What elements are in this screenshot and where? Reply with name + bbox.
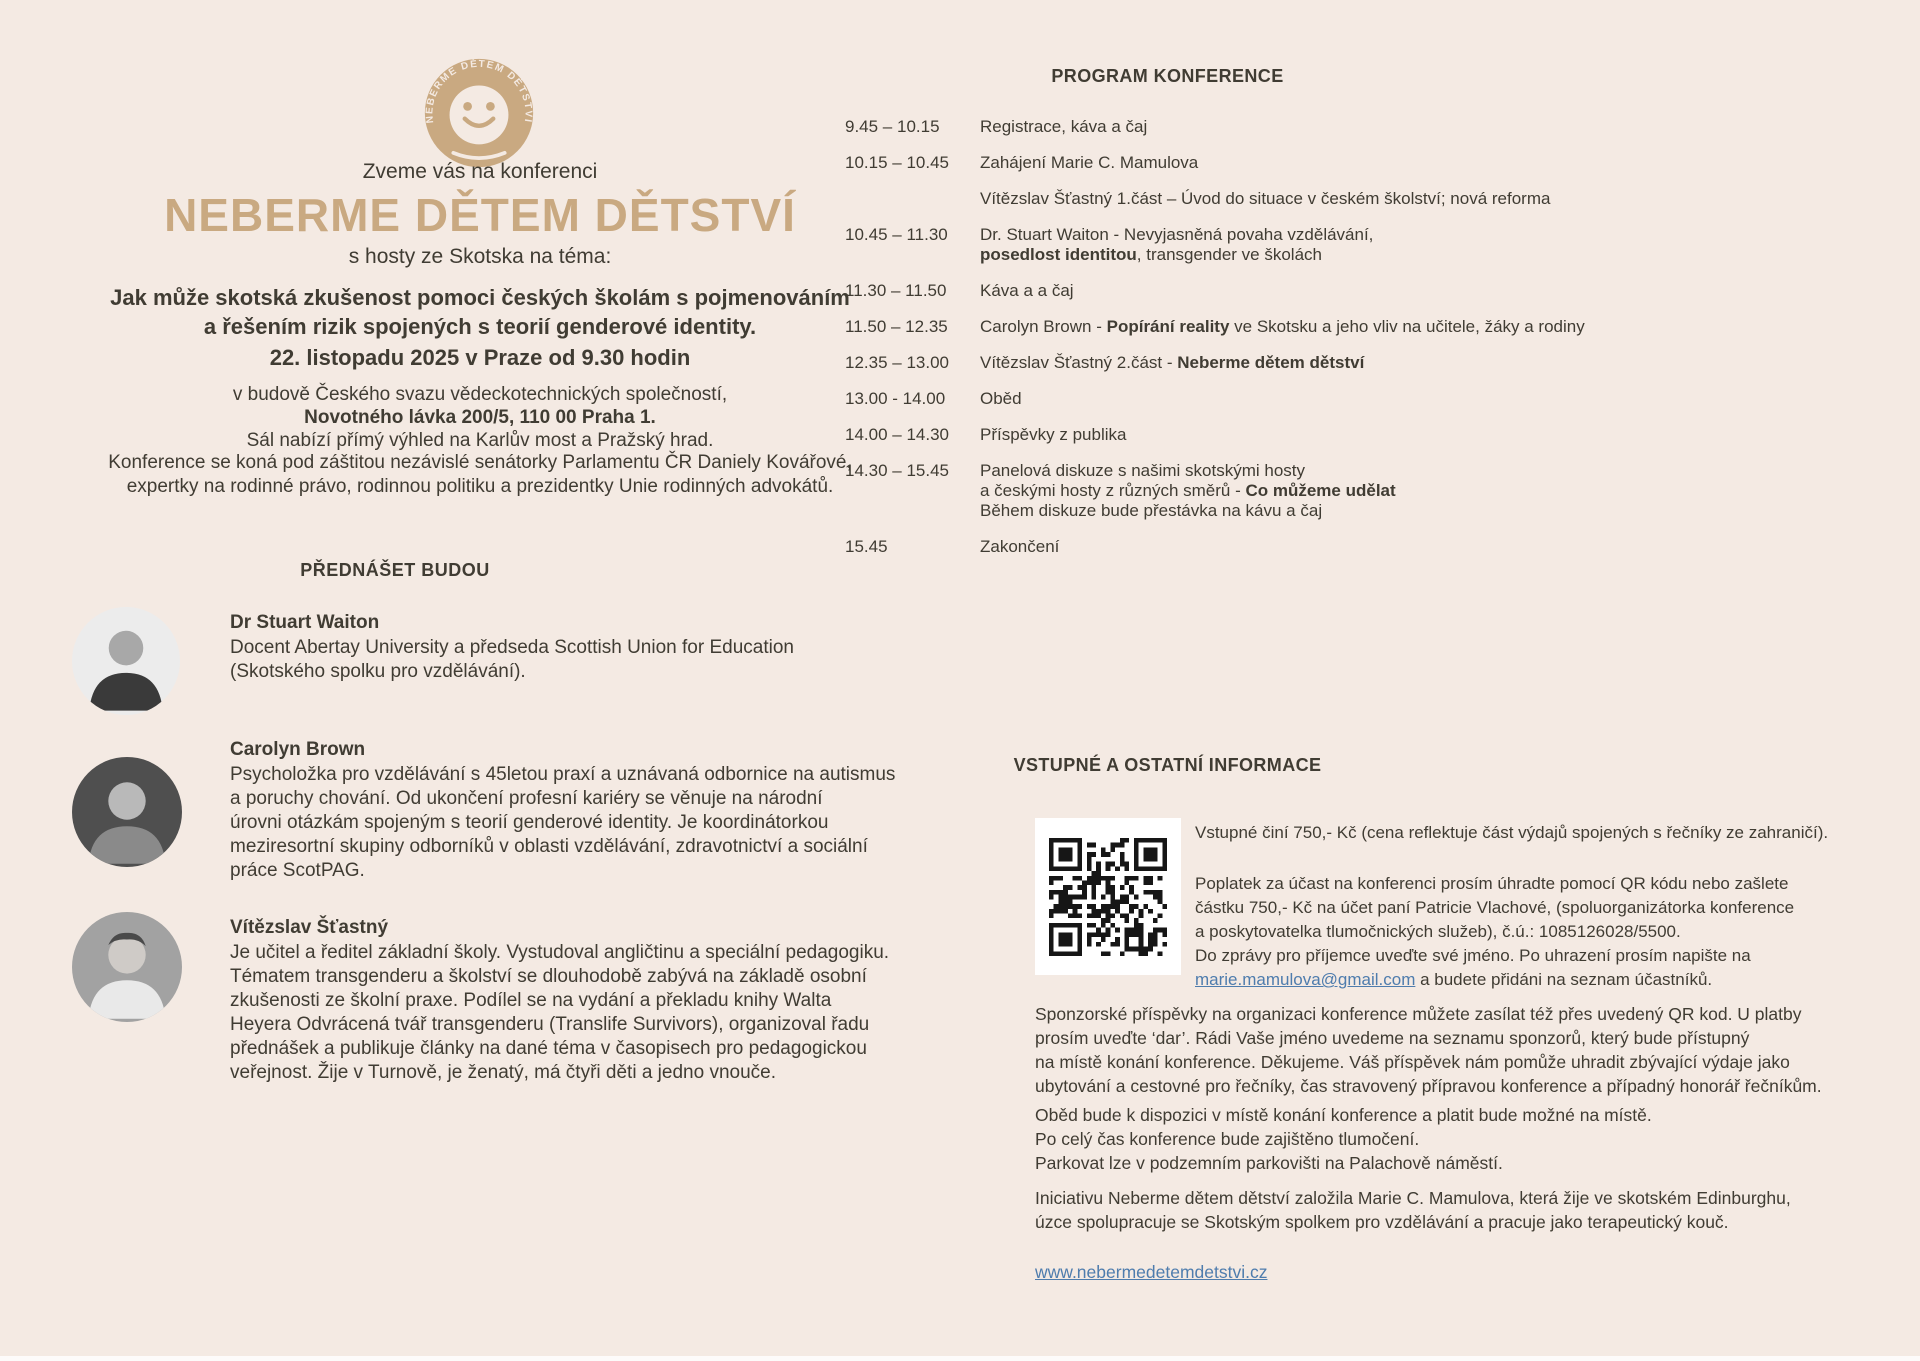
- text-line: [980, 317, 1905, 337]
- patronage-block: [40, 451, 920, 499]
- text-segment: ve Skotsku a jeho vliv na učitele, žáky a rodiny: [1229, 317, 1585, 336]
- portrait-placeholder-icon: [72, 607, 180, 715]
- text-line: [980, 425, 1905, 445]
- program-item: [980, 425, 1905, 445]
- text-line: Docent Abertay University a předseda Scottish Union for Education: [230, 637, 794, 658]
- text-segment: a poskytovatelka tlumočnických služeb), č.ú.: 1085126028/5500.: [1195, 922, 1681, 941]
- speaker-bio: [230, 763, 898, 883]
- speaker-photo: [72, 912, 182, 1022]
- text-line: úzce spolupracuje se Skotským spolkem pro vzdělávání a pracuje jako terapeutický kouč.: [1035, 1212, 1729, 1232]
- venue-address: Novotného lávka 200/5, 110 00 Praha 1.: [304, 407, 656, 428]
- program-row: [845, 153, 1905, 173]
- program-row: [845, 189, 1905, 209]
- text-segment: Popírání reality: [1106, 317, 1230, 336]
- program-item: [980, 117, 1905, 137]
- text-line: [980, 281, 1905, 301]
- text-line: prosím uveďte ‘dar’. Rádi Vaše jméno uvedeme na seznamu sponzorů, který bude přístupný: [1035, 1028, 1750, 1048]
- speaker-name: Carolyn Brown: [230, 739, 366, 760]
- text-line: meziresortní skupiny odborníků v oblasti vzdělávání, zdravotnictví a sociální: [230, 836, 868, 857]
- program-time: 13.00 - 14.00: [845, 389, 946, 408]
- program-time: [845, 189, 980, 209]
- program-time: 9.45 – 10.15: [845, 117, 940, 136]
- text-line: [980, 353, 1905, 373]
- text-segment: Káva a a čaj: [980, 281, 1074, 300]
- text-line: na místě konání konference. Děkujeme. Váš příspěvek nám pomůže uhradit zbývající výdaje jako: [1035, 1052, 1790, 1072]
- text-line: [980, 225, 1905, 245]
- text-segment: Neberme dětem dětství: [1177, 353, 1365, 372]
- initiative-paragraph: [1035, 1186, 1915, 1234]
- program-schedule: [845, 117, 1905, 573]
- patronage-line: Konference se koná pod záštitou nezávislé senátorky Parlamentu ČR Daniely Kovářové,: [108, 452, 852, 473]
- text-segment: Carolyn Brown -: [980, 317, 1107, 336]
- text-segment: Oběd: [980, 389, 1022, 408]
- text-line: Iniciativu Neberme dětem dětství založila Marie C. Mamulova, která žije ve skotském Edinburghu,: [1035, 1188, 1791, 1208]
- text-segment: a budete přidáni na seznam účastníků.: [1415, 970, 1713, 989]
- text-segment: a českými hosty z různých směrů -: [980, 481, 1246, 500]
- text-segment: Do zprávy pro příjemce uveďte své jméno. Po uhrazení prosím napište na: [1195, 946, 1751, 965]
- venue-line: v budově Českého svazu vědeckotechnických společností,: [232, 384, 728, 405]
- program-time: 11.50 – 12.35: [845, 317, 948, 336]
- topic-line: Jak může skotská zkušenost pomoci českých školám s pojmenováním: [110, 285, 850, 310]
- speaker-bio: [230, 941, 898, 1085]
- text-line: [980, 501, 1905, 521]
- text-line: [980, 481, 1905, 501]
- invite-line: Zveme vás na konferenci: [362, 160, 598, 183]
- program-item: [980, 353, 1905, 373]
- text-line: práce ScotPAG.: [230, 860, 365, 881]
- payment-paragraph: [1195, 872, 1895, 992]
- text-line: [980, 117, 1905, 137]
- text-line: Heyera Odvrácená tvář transgenderu (Translife Survivors), organizoval řadu: [230, 1014, 870, 1035]
- speaker-name: Vítězslav Šťastný: [230, 917, 389, 938]
- text-line: [980, 245, 1905, 265]
- text-segment: Během diskuze bude přestávka na kávu a čaj: [980, 501, 1323, 520]
- text-line: [1195, 872, 1895, 896]
- text-line: veřejnost. Žije v Turnově, je ženatý, má čtyři děti a jedno vnouče.: [230, 1062, 776, 1083]
- topic-line: a řešením rizik spojených s teorií genderové identity.: [203, 314, 757, 339]
- program-row: [845, 225, 1905, 265]
- venue-block: [40, 383, 920, 452]
- program-item: [980, 537, 1905, 557]
- program-time: 10.15 – 10.45: [845, 153, 949, 172]
- email-link[interactable]: marie.mamulova@gmail.com: [1195, 970, 1416, 989]
- program-row: [845, 389, 1905, 409]
- text-segment: Dr. Stuart Waiton - Nevyjasněná povaha vzdělávání,: [980, 225, 1374, 244]
- portrait-placeholder-icon: [72, 757, 182, 867]
- text-segment: Vítězslav Šťastný 1.část – Úvod do situace v českém školství; nová reforma: [980, 189, 1551, 208]
- program-heading: PROGRAM KONFERENCE: [1051, 66, 1284, 86]
- text-segment: posedlost identitou: [980, 245, 1137, 264]
- subtitle: s hosty ze Skotska na téma:: [348, 245, 612, 268]
- text-line: Oběd bude k dispozici v místě konání konference a platit bude možné na místě.: [1035, 1105, 1652, 1125]
- program-item: [980, 153, 1905, 173]
- venue-line: Sál nabízí přímý výhled na Karlův most a Pražský hrad.: [246, 430, 714, 451]
- text-line: Sponzorské příspěvky na organizaci konference můžete zasílat též přes uvedený QR kod. U platby: [1035, 1004, 1802, 1024]
- conference-topic: [40, 283, 920, 341]
- program-time: 11.30 – 11.50: [845, 281, 947, 300]
- text-line: a poruchy chování. Od ukončení profesní kariéry se věnuje na národní: [230, 788, 823, 809]
- speaker-name: Dr Stuart Waiton: [230, 612, 380, 633]
- program-row: [845, 537, 1905, 557]
- text-segment: Vítězslav Šťastný 2.část -: [980, 353, 1178, 372]
- text-line: Po celý čas konference bude zajištěno tlumočení.: [1035, 1129, 1420, 1149]
- qr-code: [1035, 818, 1181, 975]
- program-time: 14.30 – 15.45: [845, 461, 949, 480]
- program-time: 10.45 – 11.30: [845, 225, 948, 244]
- logistics-paragraph: [1035, 1103, 1915, 1175]
- program-row: [845, 353, 1905, 373]
- text-line: přednášek a publikuje články na dané téma v časopisech pro pedagogickou: [230, 1038, 867, 1059]
- text-line: [980, 153, 1905, 173]
- text-line: [980, 461, 1905, 481]
- program-row: [845, 425, 1905, 445]
- speaker-card-stuart-waiton: [68, 605, 898, 715]
- text-segment: Poplatek za účast na konferenci prosím úhradte pomocí QR kódu nebo zašlete: [1195, 874, 1789, 893]
- program-row: [845, 117, 1905, 137]
- text-line: Psycholožka pro vzdělávání s 45letou praxí a uznávaná odbornice na autismus: [230, 764, 896, 785]
- speaker-photo: [72, 607, 180, 715]
- program-item: [980, 189, 1905, 209]
- text-line: [1195, 968, 1895, 992]
- text-segment: Panelová diskuze s našimi skotskými hosty: [980, 461, 1306, 480]
- text-line: (Skotského spolku pro vzdělávání).: [230, 661, 526, 682]
- program-row: [845, 461, 1905, 521]
- speaker-photo: [72, 757, 182, 867]
- text-line: Parkovat lze v podzemním parkovišti na Palachově náměstí.: [1035, 1153, 1503, 1173]
- text-segment: Co můžeme udělat: [1245, 481, 1396, 500]
- smiley-logo-icon: [422, 56, 536, 170]
- svg-text:NEBERME DĚTEM DĚTSTVÍ: NEBERME DĚTEM DĚTSTVÍ: [424, 58, 534, 125]
- program-item: [980, 225, 1905, 265]
- text-line: zkušenosti ze školní praxe. Podílel se na vydání a překladu knihy Walta: [230, 990, 832, 1011]
- portrait-placeholder-icon: [72, 912, 182, 1022]
- program-row: [845, 281, 1905, 301]
- website-link[interactable]: www.nebermedetemdetstvi.cz: [1035, 1262, 1268, 1282]
- date-time: 22. listopadu 2025 v Praze od 9.30 hodin: [269, 345, 691, 370]
- text-segment: Registrace, káva a čaj: [980, 117, 1148, 136]
- program-item: [980, 389, 1905, 409]
- speaker-card-carolyn-brown: [68, 738, 898, 881]
- program-item: [980, 281, 1905, 301]
- text-line: [980, 537, 1905, 557]
- speaker-bio: [230, 636, 898, 684]
- text-line: [1195, 896, 1895, 920]
- text-segment: Příspěvky z publika: [980, 425, 1127, 444]
- info-heading: VSTUPNÉ A OSTATNÍ INFORMACE: [1013, 755, 1322, 775]
- text-line: Je učitel a ředitel základní školy. Vystudoval angličtinu a speciální pedagogiku.: [230, 942, 890, 963]
- page-edge: [0, 1356, 1920, 1361]
- program-item: [980, 317, 1905, 337]
- text-line: [1195, 944, 1895, 968]
- text-segment: , transgender ve školách: [1136, 245, 1322, 264]
- text-line: [1195, 920, 1895, 944]
- text-line: úrovni otázkám spojeným s teorií genderové identity. Je koordinátorkou: [230, 812, 829, 833]
- program-time: 15.45: [845, 537, 888, 556]
- text-line: [980, 189, 1905, 209]
- speaker-card-vitezslav-stastny: [68, 912, 898, 1083]
- program-row: [845, 317, 1905, 337]
- text-segment: Zakončení: [980, 537, 1060, 556]
- fee-line: Vstupné činí 750,- Kč (cena reflektuje část výdajů spojených s řečníky ze zahraničí).: [1195, 823, 1829, 842]
- program-time: 14.00 – 14.30: [845, 425, 949, 444]
- smiley-badge-logo: [422, 56, 536, 170]
- patronage-line: expertky na rodinné právo, rodinnou politiku a prezidentky Unie rodinných advokátů.: [126, 476, 834, 497]
- text-segment: Zahájení Marie C. Mamulova: [980, 153, 1199, 172]
- qr-code-icon: [1049, 838, 1167, 956]
- text-segment: částku 750,- Kč na účet paní Patricie Vlachové, (spoluorganizátorka konference: [1195, 898, 1795, 917]
- page-title: NEBERME DĚTEM DĚTSTVÍ: [164, 189, 796, 241]
- text-line: Tématem transgenderu a školství se dlouhodobě zabývá na základě osobní: [230, 966, 867, 987]
- text-line: ubytování a cestovné pro řečníky, čas stravovený přípravou konference a případný honorář řečníkům.: [1035, 1076, 1822, 1096]
- program-item: [980, 461, 1905, 521]
- text-line: [980, 389, 1905, 409]
- program-time: 12.35 – 13.00: [845, 353, 949, 372]
- speakers-heading: PŘEDNÁŠET BUDOU: [300, 560, 490, 580]
- sponsor-paragraph: [1035, 1002, 1915, 1098]
